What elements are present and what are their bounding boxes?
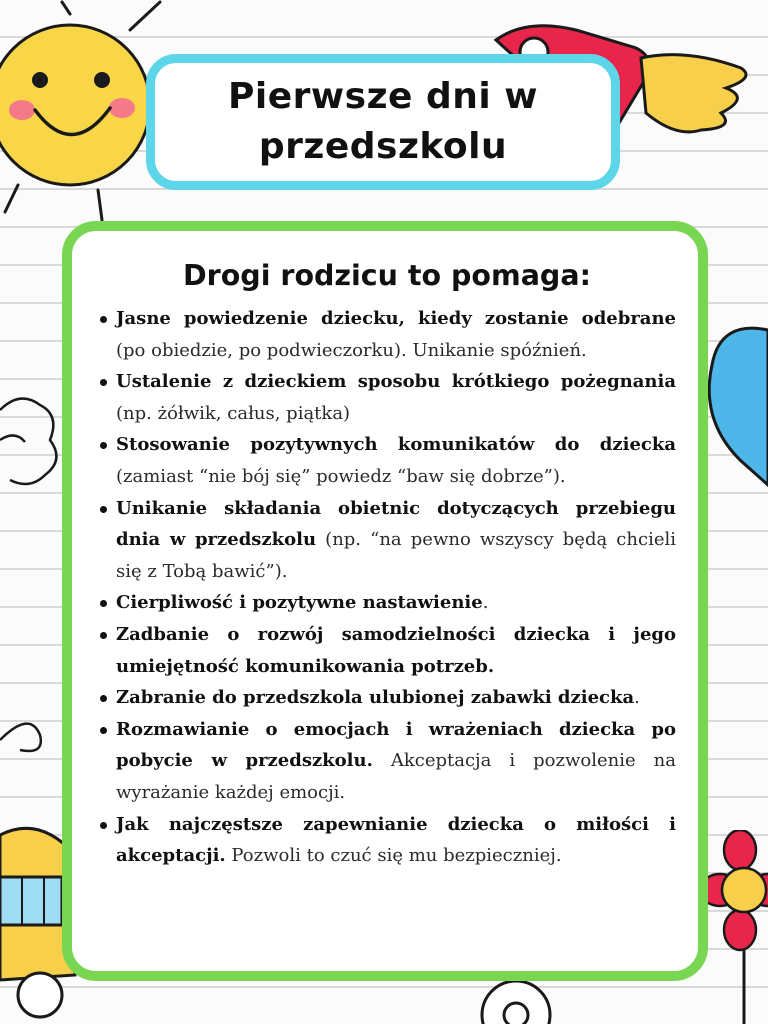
- tip-text: (zamiast “nie bój się” powiedz “baw się dobrze”).: [116, 465, 566, 487]
- tip-text: .: [482, 592, 489, 614]
- swirl-doodle-left: [0, 690, 70, 770]
- tip-bold-text: Rozmawianie o emocjach i wrażeniach dziecka po pobycie w przedszkolu.: [116, 718, 676, 772]
- wheel-doodle-bottom: [466, 975, 566, 1024]
- page-title: Pierwsze dni w przedszkolu: [227, 76, 538, 167]
- tips-list: [98, 303, 676, 872]
- tip-bold-text: Stosowanie pozytywnych komunikatów do dziecka: [116, 434, 676, 456]
- flower-illustration: [700, 830, 768, 1024]
- tip-bold-text: Jak najczęstsze zapewnianie dziecka o miłości i akceptacji.: [116, 813, 676, 867]
- list-item: [98, 809, 676, 872]
- list-item: [98, 587, 676, 619]
- tip-bold-text: Jasne powiedzenie dziecku, kiedy zostanie odebrane: [116, 308, 676, 329]
- tip-bold-text: Zabranie do przedszkola ulubionej zabawki dziecka: [116, 687, 635, 709]
- title-banner: [146, 54, 620, 190]
- tip-text: Pozwoli to czuć się mu bezpieczniej.: [225, 845, 562, 867]
- list-item: [98, 493, 676, 588]
- tips-card: [62, 221, 708, 981]
- list-item: [98, 303, 676, 366]
- tip-bold-text: Ustalenie z dzieckiem sposobu krótkiego pożegnania: [116, 371, 676, 393]
- tip-bold-text: Zadbanie o rozwój samodzielności dziecka i jego umiejętność komunikowania potrzeb.: [116, 623, 676, 677]
- list-item: [98, 429, 676, 492]
- cloud-doodle-left: [0, 380, 70, 510]
- tip-bold-text: Unikanie składania obietnic dotyczących przebiegu dnia w przedszkolu: [116, 497, 676, 551]
- tip-text: Akceptacja i pozwolenie na wyrażanie każdej emocji.: [116, 750, 676, 803]
- list-item: [98, 682, 676, 714]
- list-item: [98, 619, 676, 682]
- heart-cloud-illustration: [700, 310, 768, 490]
- tip-text: .: [634, 687, 640, 709]
- tip-text: (np. “na pewno wszyscy będą chcieli się z Tobą bawić”).: [116, 529, 676, 582]
- tip-text: (np. żółwik, całus, piątka): [116, 402, 351, 424]
- list-item: [98, 714, 676, 809]
- list-item: [98, 366, 676, 429]
- tip-bold-text: Cierpliwość i pozytywne nastawienie: [116, 592, 483, 614]
- tips-heading: Drogi rodzicu to pomaga:: [183, 259, 591, 292]
- tip-text: (po obiedzie, po podwieczorku). Unikanie spóźnień.: [116, 339, 587, 361]
